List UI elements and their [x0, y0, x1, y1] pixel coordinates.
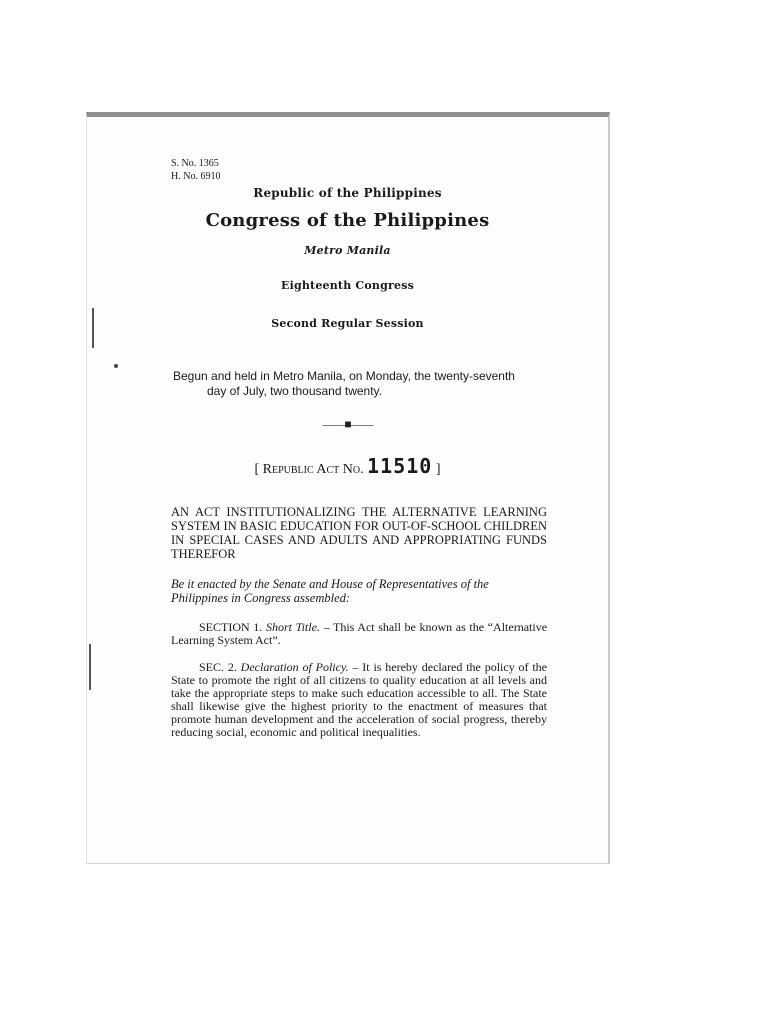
- scan-dot: [114, 364, 118, 368]
- section-1-heading: SECTION 1.: [199, 620, 263, 634]
- begun-line-2: day of July, two thousand twenty.: [207, 384, 382, 398]
- congress-heading: Congress of the Philippines: [205, 210, 490, 231]
- enacting-clause: Be it enacted by the Senate and House of Representatives of the Philippines in Congress assembled:: [171, 577, 489, 605]
- document-sheet: [86, 112, 610, 864]
- ra-number: 11510: [367, 454, 433, 478]
- section-2-title: Declaration of Policy.: [240, 660, 349, 674]
- begun-line-1: Begun and held in Metro Manila, on Monday, the twenty-seventh: [173, 369, 515, 383]
- section-2-heading: SEC. 2.: [199, 660, 237, 674]
- ra-open-bracket: [: [254, 462, 263, 477]
- house-bill-number: H. No. 6910: [171, 171, 221, 182]
- scan-mark-left-lower: [89, 644, 91, 690]
- act-title: AN ACT INSTITUTIONALIZING THE ALTERNATIVE LEARNING SYSTEM IN BASIC EDUCATION FOR OUT-OF-SCHOOL CHILDREN IN SPECIAL CASES AND ADULTS AND APPROPRIATING FUNDS THEREFOR: [171, 505, 547, 561]
- republic-heading: Republic of the Philippines: [253, 186, 442, 200]
- section-2-text: – It is hereby declared the policy of the State to promote the right of all citizens to quality education at all levels and take the appropriate steps to make such education accessible to all. The State shall likewise give the highest priority to the enactment of measures that promote human development and the acceleration of social progress, thereby reducing social, economic and political inequalities.: [171, 660, 547, 739]
- section-2: [171, 661, 547, 739]
- ra-close-bracket: ]: [432, 462, 441, 477]
- section-1: [171, 621, 547, 647]
- ornament-divider: ——■——: [322, 417, 373, 431]
- congress-number-heading: Eighteenth Congress: [281, 279, 414, 292]
- session-heading: Second Regular Session: [271, 317, 424, 330]
- section-1-text: – This Act shall be known as the “Alternative Learning System Act”.: [171, 620, 548, 647]
- location-heading: Metro Manila: [304, 244, 391, 257]
- section-1-title: Short Title.: [265, 620, 320, 634]
- bill-numbers: [171, 157, 220, 183]
- scan-mark-left-upper: [92, 308, 94, 348]
- senate-bill-number: S. No. 1365: [171, 158, 219, 169]
- republic-act-number: [87, 454, 608, 478]
- ra-label: Republic Act No.: [262, 462, 364, 477]
